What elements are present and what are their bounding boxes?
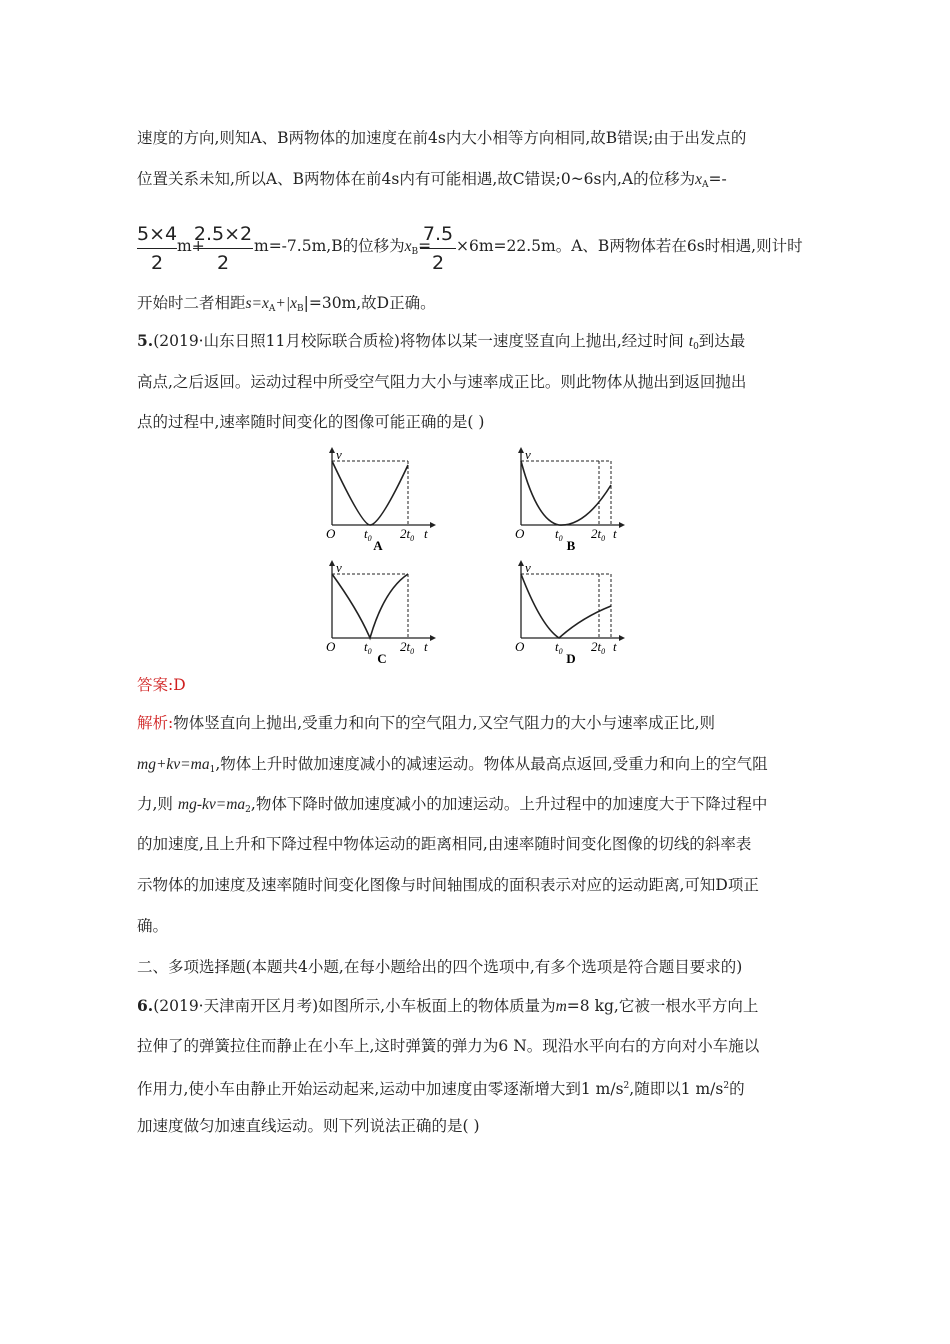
graph-b-2t0-label: $2t_0$ (591, 526, 606, 543)
q5-line-1-text: (2019·山东日照11月校际联合质检)将物体以某一速度竖直向上抛出,经过时间 (153, 332, 684, 350)
text-line-4-end: |=30m,故D正确。 (303, 294, 436, 312)
fraction-1-numerator: 5×4 (137, 223, 178, 245)
graph-a-t0-label: $t_0$ (364, 526, 372, 543)
analysis-line-3-start: 力,则 (137, 795, 173, 813)
graph-a-t-arrow (430, 522, 436, 528)
sub-0: 0 (693, 342, 699, 352)
graph-d-v-arrow (518, 560, 524, 566)
fraction-1-denominator: 2 (150, 252, 164, 274)
graph-a-o-label: O (326, 526, 336, 541)
graph-d-o-label: O (515, 639, 525, 654)
text-line-2 (137, 168, 727, 196)
graph-b-t0-label: $t_0$ (555, 526, 563, 543)
graph-b-curve (521, 461, 611, 525)
text-line-2-end: =- (708, 170, 727, 188)
analysis-line-3-text: ,物体下降时做加速度减小的加速运动。上升过程中的加速度大于下降过程中 (250, 795, 768, 813)
analysis-line-2 (137, 753, 768, 781)
text-line-1: 速度的方向,则知A、B两物体的加速度在前4s内大小相等方向相同,故B错误;由于出发点的 (137, 129, 747, 147)
sub-b2: B (297, 304, 304, 314)
fraction-3-numerator: 7.5 (422, 223, 454, 245)
analysis-line-1-text: 物体竖直向上抛出,受重力和向下的空气阻力,又空气阻力的大小与速率成正比,则 (173, 714, 716, 732)
analysis-line-1 (137, 712, 715, 734)
graph-d-t-label: t (613, 639, 617, 654)
graph-a-v-label: v (336, 447, 342, 462)
var-x-a: x (695, 171, 703, 188)
graph-c-o-label: O (326, 639, 336, 654)
q6-line-4: 加速度做匀加速直线运动。则下列说法正确的是( ) (137, 1117, 480, 1135)
fraction-3 (420, 222, 456, 275)
text-line-4-body: 开始时二者相距 (137, 294, 246, 312)
graph-b (507, 447, 627, 556)
graph-d-t-arrow (619, 635, 625, 641)
graph-c-caption: C (377, 651, 387, 666)
graph-c-v-arrow (329, 560, 335, 566)
graph-b-v-label: v (525, 447, 531, 462)
sub-a: A (702, 180, 709, 190)
graph-c-curve (332, 574, 408, 638)
graph-b-t-label: t (613, 526, 617, 541)
answer-value: D (173, 676, 186, 694)
q6-line-1-b: =8 kg,它被一根水平方向上 (566, 997, 759, 1015)
q6-line-2: 拉伸了的弹簧拉住而静止在小车上,这时弹簧的弹力为6 N。现沿水平向右的方向对小车施以 (137, 1037, 760, 1055)
fraction-1-after: m+ (177, 237, 205, 255)
fraction-1 (137, 222, 177, 275)
graph-d-t0-label: $t_0$ (555, 639, 563, 656)
graph-d (507, 560, 627, 669)
fraction-2-after (254, 235, 431, 263)
formula-up: mg+kv=ma (137, 756, 210, 773)
q6-line-3-b: ,随即以1 m/s (629, 1080, 724, 1098)
graph-a-t-label: t (424, 526, 428, 541)
sup-2b: 2 (723, 1081, 730, 1091)
fraction-3-after: ×6m=22.5m。A、B两物体若在6s时相遇,则计时 (456, 237, 803, 255)
graph-b-v-arrow (518, 447, 524, 453)
fraction-2 (193, 222, 253, 275)
graph-d-caption: D (566, 651, 576, 666)
fraction-2-bar (193, 248, 253, 249)
fraction-2-after-text: m=-7.5m,B的位移为 (254, 237, 405, 255)
graph-d-v-label: v (525, 560, 531, 575)
graph-a-2t0-label: $2t_0$ (400, 526, 415, 543)
q5-line-1 (137, 330, 745, 358)
q5-line-1-end: 到达最 (698, 332, 746, 350)
analysis-line-2-text: ,物体上升时做加速度减小的减速运动。物体从最高点返回,受重力和向上的空气阻 (215, 755, 768, 773)
q5-line-2: 高点,之后返回。运动过程中所受空气阻力大小与速率成正比。则此物体从抛出到返回抛出 (137, 373, 747, 391)
text-line-2-body: 位置关系未知,所以A、B两物体在前4s内有可能相遇,故C错误;0~6s内,A的位移为 (137, 170, 696, 188)
graph-d-2t0-label: $2t_0$ (591, 639, 606, 656)
graph-c-t-label: t (424, 639, 428, 654)
xb-equals: = (418, 237, 432, 255)
sub-1: 1 (209, 765, 216, 775)
var-x-b: x (404, 238, 412, 255)
sub-b: B (411, 247, 419, 257)
analysis-line-5: 示物体的加速度及速率随时间变化图像与时间轴围成的面积表示对应的运动距离,可知D项正 (137, 876, 759, 894)
graph-c-v-label: v (336, 560, 342, 575)
analysis-line-3 (137, 793, 767, 821)
q6-line-1 (137, 995, 758, 1018)
var-m: m (555, 998, 567, 1015)
graph-c-t-arrow (430, 635, 436, 641)
fraction-3-bar (420, 248, 456, 249)
sup-2a: 2 (623, 1081, 630, 1091)
q5-number: 5. (137, 331, 154, 350)
graph-d-curve (521, 574, 611, 638)
q6-number: 6. (137, 996, 154, 1015)
formula-down: mg-kv=ma (177, 796, 246, 813)
analysis-line-4: 的加速度,且上升和下降过程中物体运动的距离相同,由速率随时间变化图像的切线的斜率表 (137, 835, 752, 853)
graph-b-caption: B (566, 538, 576, 553)
q6-line-1-a: (2019·天津南开区月考)如图所示,小车板面上的物体质量为 (153, 997, 556, 1015)
q6-line-3-c: 的 (729, 1080, 745, 1098)
graph-a-curve (332, 461, 408, 525)
analysis-label: 解析: (137, 714, 174, 732)
graph-b-o-label: O (515, 526, 525, 541)
graph-a-caption: A (373, 538, 383, 553)
graph-c-2t0-label: $2t_0$ (400, 639, 415, 656)
formula-s: s=x (245, 295, 269, 312)
q6-line-3 (137, 1075, 745, 1100)
graph-b-t-arrow (619, 522, 625, 528)
graph-a-v-arrow (329, 447, 335, 453)
q6-line-3-a: 作用力,使小车由静止开始运动起来,运动中加速度由零逐渐增大到1 m/s (137, 1080, 624, 1098)
fraction-1-bar (137, 248, 177, 249)
fraction-2-denominator: 2 (216, 252, 230, 274)
graph-c-t0-label: $t_0$ (364, 639, 372, 656)
analysis-line-6: 确。 (137, 917, 169, 935)
section-2-heading: 二、多项选择题(本题共4小题,在每小题给出的四个选项中,有多个选项是符合题目要求的) (137, 958, 743, 976)
sub-a2: A (268, 304, 276, 314)
text-line-4 (137, 292, 436, 320)
q5-line-3: 点的过程中,速率随时间变化的图像可能正确的是( ) (137, 413, 485, 431)
var-t0: t (688, 333, 694, 350)
graph-a (318, 447, 438, 556)
graph-c (318, 560, 438, 669)
formula-plus: +|x (275, 295, 297, 312)
fraction-3-denominator: 2 (431, 252, 445, 274)
fraction-2-numerator: 2.5×2 (193, 223, 253, 245)
answer-line (137, 674, 186, 696)
answer-label: 答案: (137, 676, 174, 694)
sub-2: 2 (245, 805, 251, 815)
